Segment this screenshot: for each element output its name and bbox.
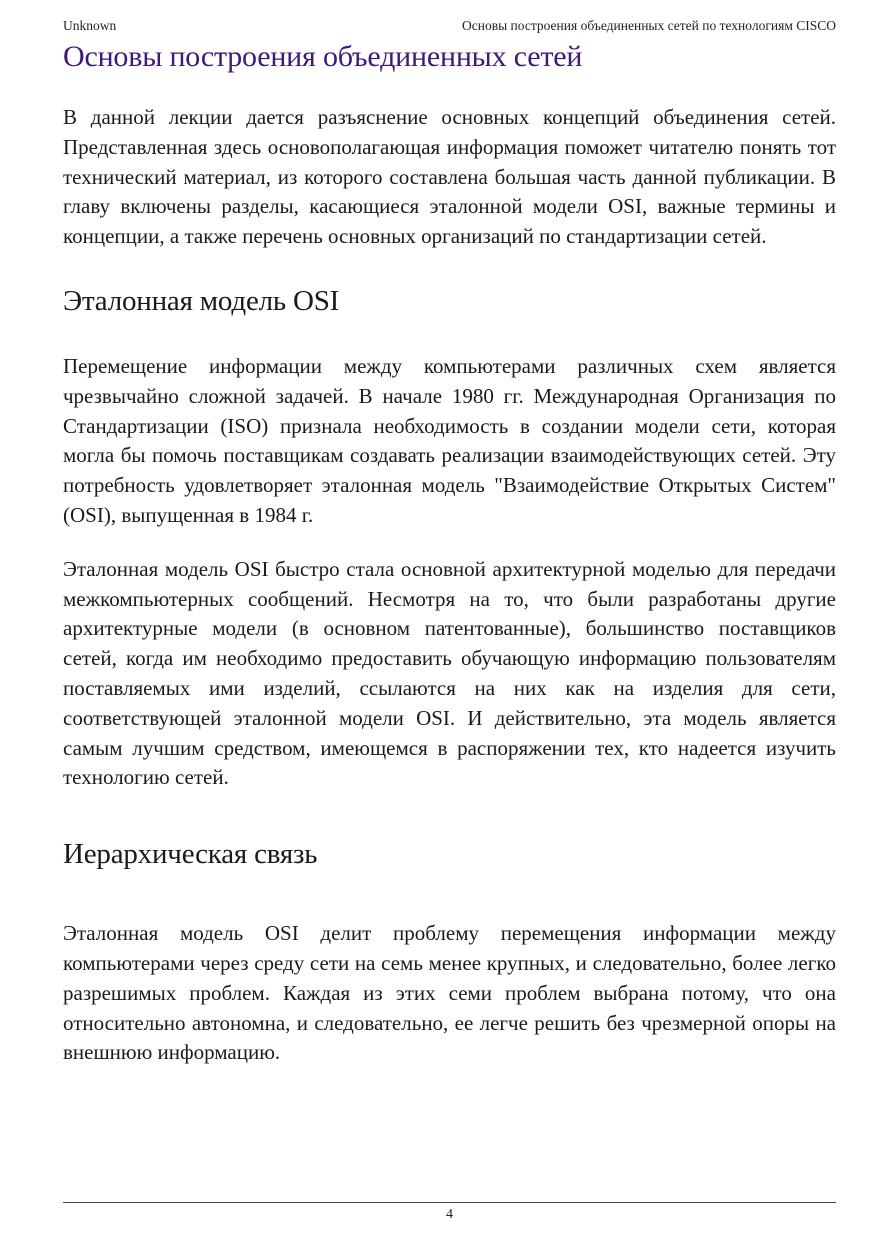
hierarchical-paragraph-1: Эталонная модель OSI делит проблему перемещения информации между компьютерами через среду сети на семь менее крупных, и следовательно, более легко разрешимых проблем. Каждая из этих семи проблем выбрана потому, что она относительно автономна, и следовательно, ее легче решить без чрезмерной опоры на внешнюю информацию. [63, 921, 836, 1065]
osi-paragraph-2: Эталонная модель OSI быстро стала основной архитектурной моделью для передачи межкомпьютерных сообщений. Несмотря на то, что были разработаны другие архитектурные модели (в основном патентованные), большинство поставщиков сетей, когда им необходимо предоставить обучающую информацию пользователям поставляемых ими изделий, ссылаются на них как на изделия для сети, соответствующей эталонной модели OSI. И действительно, эта модель является самым лучшим средством, имеющемся в распоряжении тех, кто надеется изучить технологию сетей. [63, 556, 836, 790]
section-heading-hierarchical-link: Иерархическая связь [63, 838, 318, 871]
footer-divider [63, 1202, 836, 1203]
page-number: 4 [446, 1207, 453, 1222]
header-author: Unknown [63, 18, 117, 33]
page-content [63, 38, 836, 1068]
page-title: Основы построения объединенных сетей [63, 40, 583, 73]
section-heading-osi-model: Эталонная модель OSI [63, 284, 340, 317]
page-header [63, 17, 836, 35]
header-running-title: Основы построения объединенных сетей по технологиям CISCO [461, 18, 836, 33]
osi-paragraph-1: Перемещение информации между компьютерами различных схем является чрезвычайно сложной задачей. В начале 1980 гг. Международная Организация по Стандартизации (ISO) признала необходимость в создании модели сети, которая могла бы помочь поставщикам создавать реализации взаимодействующих сетей. Эту потребность удовлетворяет эталонная модель "Взаимодействие Открытых Систем" (OSI), выпущенная в 1984 г. [63, 353, 836, 527]
intro-paragraph: В данной лекции дается разъяснение основных концепций объединения сетей. Представленная здесь основополагающая информация поможет читателю понять тот технический материал, из которого составлена большая часть данной публикации. В главу включены разделы, касающиеся эталонной модели OSI, важные термины и концепции, а также перечень основных организаций по стандартизации сетей. [63, 105, 836, 249]
